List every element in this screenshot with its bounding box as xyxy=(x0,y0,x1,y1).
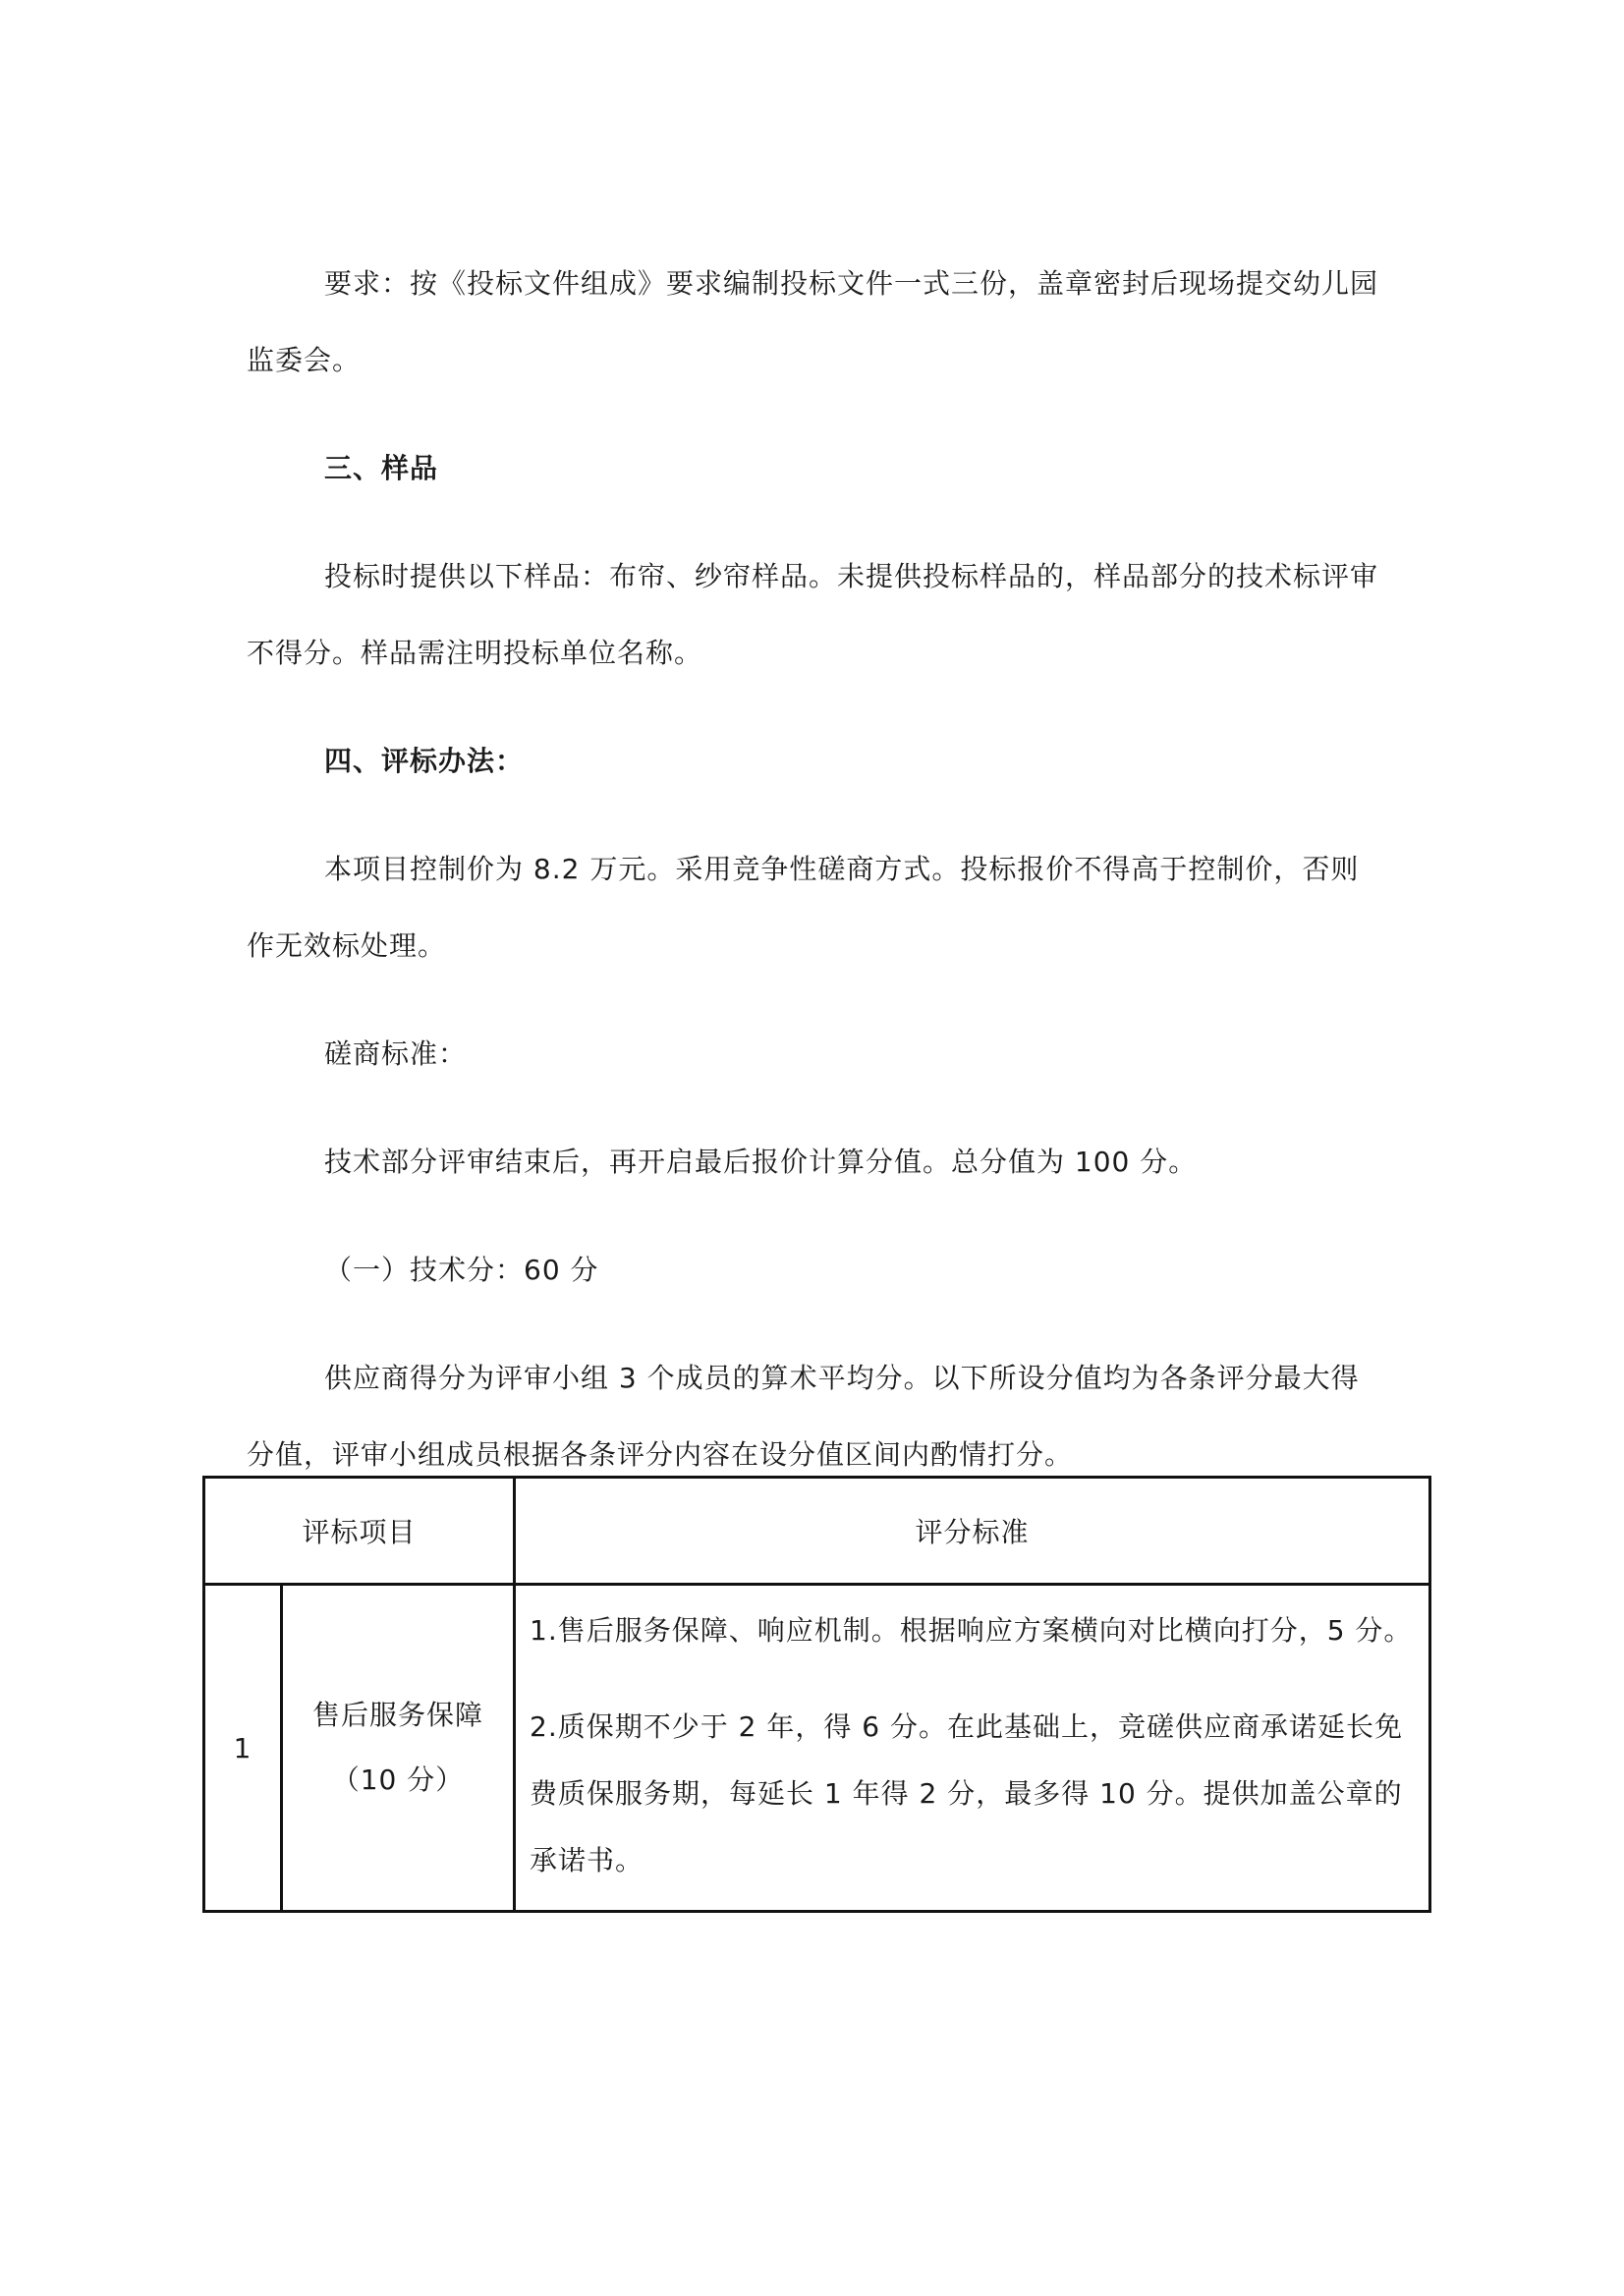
row-index: 1 xyxy=(204,1585,282,1912)
table-header-row xyxy=(204,1478,1430,1585)
requirement-paragraph: 要求：按《投标文件组成》要求编制投标文件一式三份，盖章密封后现场提交幼儿园监委会。 xyxy=(247,267,1379,376)
item-name: 售后服务保障 xyxy=(311,1699,483,1731)
criteria-item-2: 2.质保期不少于 2 年，得 6 分。在此基础上，竞磋供应商承诺延长免费质保服务期，每延长 1 年得 2 分，最多得 10 分。提供加盖公章的承诺书。 xyxy=(530,1710,1403,1876)
tech-score-heading: （一）技术分：60 分 xyxy=(324,1254,599,1286)
scoring-table xyxy=(202,1476,1431,1913)
criteria-cell xyxy=(515,1585,1430,1912)
section-heading-evaluation: 四、评标办法： xyxy=(324,745,525,777)
header-evaluation-item: 评标项目 xyxy=(204,1478,515,1585)
table-row xyxy=(204,1585,1430,1912)
standard-label: 磋商标准： xyxy=(324,1037,468,1070)
criteria-item-1: 1.售后服务保障、响应机制。根据响应方案横向对比横向打分，5 分。 xyxy=(530,1614,1413,1647)
section-heading-samples: 三、样品 xyxy=(324,452,439,484)
evaluation-item-cell xyxy=(282,1585,515,1912)
total-score-paragraph: 技术部分评审结束后，再开启最后报价计算分值。总分值为 100 分。 xyxy=(324,1146,1198,1178)
header-scoring-criteria: 评分标准 xyxy=(515,1478,1430,1585)
control-price-paragraph: 本项目控制价为 8.2 万元。采用竞争性磋商方式。投标报价不得高于控制价，否则作无效标处理。 xyxy=(247,853,1360,962)
samples-paragraph: 投标时提供以下样品：布帘、纱帘样品。未提供投标样品的，样品部分的技术标评审不得分。样品需注明投标单位名称。 xyxy=(247,560,1379,669)
item-points: （10 分） xyxy=(331,1764,465,1796)
scoring-rule-paragraph: 供应商得分为评审小组 3 个成员的算术平均分。以下所设分值均为各条评分最大得分值，评审小组成员根据各条评分内容在设分值区间内酌情打分。 xyxy=(247,1362,1360,1471)
